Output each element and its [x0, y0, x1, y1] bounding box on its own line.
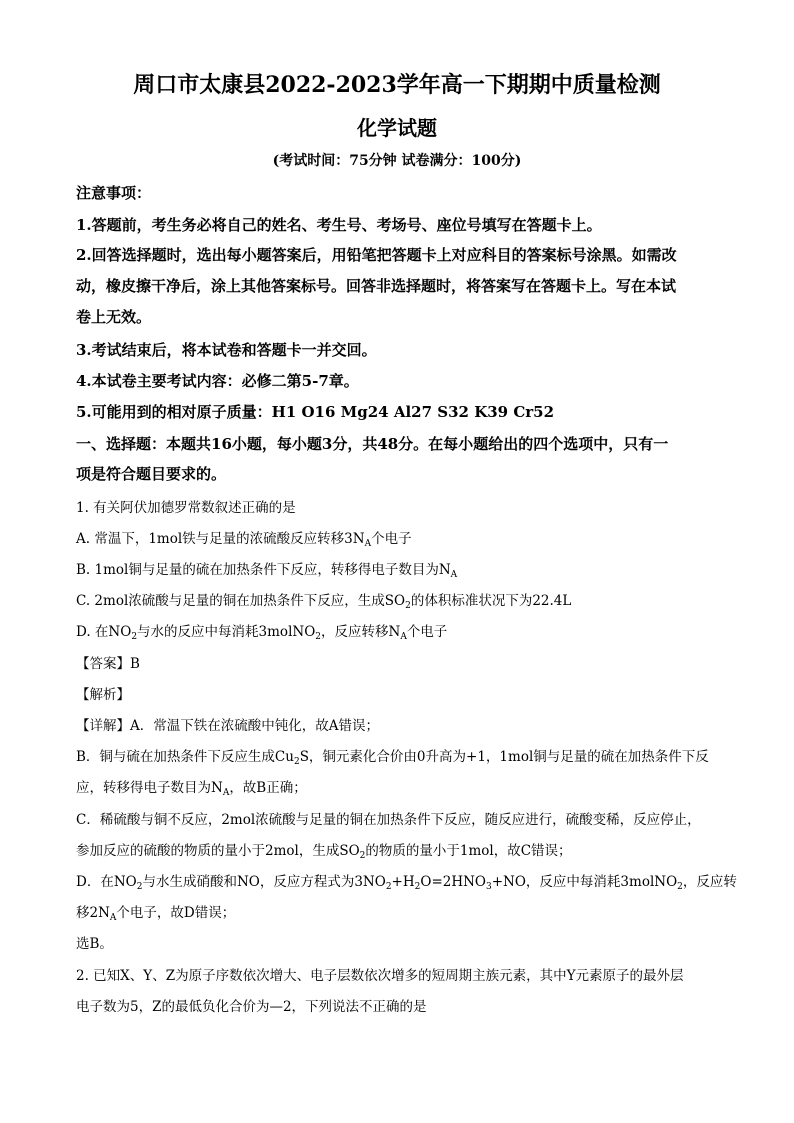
section-heading-cont: 项是符合题目要求的。: [76, 465, 227, 483]
answer-value: B: [130, 656, 140, 672]
explanation-line: 应，转移得电子数目为$N_A$，故B正确；: [76, 780, 307, 798]
note-item: 卷上无效。: [76, 308, 152, 326]
question-stem: 1. 有关阿伏加德罗常数叙述正确的是: [76, 500, 296, 516]
note-item: 3.考试结束后，将本试卷和答题卡一并交回。: [76, 341, 377, 359]
answer-tag: 【答案】: [76, 656, 130, 672]
explanation-line: 【详解】A．常温下铁在浓硫酸中钝化，故A错误；: [76, 718, 379, 734]
analysis-tag: 【解析】: [76, 687, 130, 703]
exam-title: 周口市太康县2022-2023学年高一下期期中质量检测: [133, 72, 661, 98]
choose-line: 选B。: [76, 936, 113, 952]
option-c: C. 2mol浓硫酸与足量的铜在加热条件下反应，生成$SO_2$的体积标准状况下为22.4L: [76, 593, 572, 611]
option-b: B. 1mol铜与足量的硫在加热条件下反应，转移得电子数目为$N_A$: [76, 562, 458, 580]
note-item: 动，橡皮擦干净后，涂上其他答案标号。回答非选择题时，将答案写在答题卡上。写在本试: [76, 277, 677, 295]
notes-heading: 注意事项：: [76, 184, 152, 202]
note-item: 1.答题前，考生务必将自己的姓名、考生号、考场号、座位号填写在答题卡上。: [76, 216, 602, 234]
question-stem: 2. 已知X、Y、Z为原子序数依次增大、电子层数依次增多的短周期主族元素，其中Y元素原子的最外层: [76, 968, 684, 984]
note-item: 5.可能用到的相对原子质量：H1 O16 Mg24 Al27 S32 K39 Cr52: [76, 403, 555, 421]
exam-info: (考试时间：75分钟 试卷满分：100分): [272, 153, 522, 169]
note-item: 4.本试卷主要考试内容：必修二第5-7章。: [76, 372, 359, 390]
detail-tag: 【详解】: [76, 718, 130, 734]
explanation-line: 参加反应的硫酸的物质的量小于2mol，生成$SO_2$的物质的量小于1mol，故C错误；: [76, 843, 572, 861]
section-heading: 一、选择题：本题共16小题，每小题3分，共48分。在每小题给出的四个选项中，只有一: [76, 435, 669, 453]
subject-title: 化学试题: [357, 116, 437, 140]
answer-line: [76, 652, 726, 672]
option-a: A. 常温下，1mol铁与足量的浓硫酸反应转移$3N_A$个电子: [76, 531, 412, 549]
explanation-line: D．在$NO_2$与水生成硝酸和NO，反应方程式为$3NO_2+H_2O=2HNO_3+NO$，反应中每消耗3molNO$_2$，反应转: [76, 874, 737, 892]
explanation-line: 移$2N_A$个电子，故D错误；: [76, 905, 236, 923]
question-stem-cont: 电子数为5，Z的最低负化合价为—2，下列说法不正确的是: [76, 999, 427, 1015]
explanation-line: C．稀硫酸与铜不反应，2mol浓硫酸与足量的铜在加热条件下反应，随反应进行，硫酸变稀，反应停止，: [76, 812, 701, 828]
explanation-line: B．铜与硫在加热条件下反应生成$Cu_2S$，铜元素化合价由0升高为+1，1mol铜与足量的硫在加热条件下反: [76, 749, 709, 767]
note-item: 2.回答选择题时，选出每小题答案后，用铅笔把答题卡上对应科目的答案标号涂黑。如需改: [76, 246, 677, 264]
option-d: D. 在$NO_2$与水的反应中每消耗3molNO$_2$，反应转移$N_A$个电子: [76, 624, 448, 642]
